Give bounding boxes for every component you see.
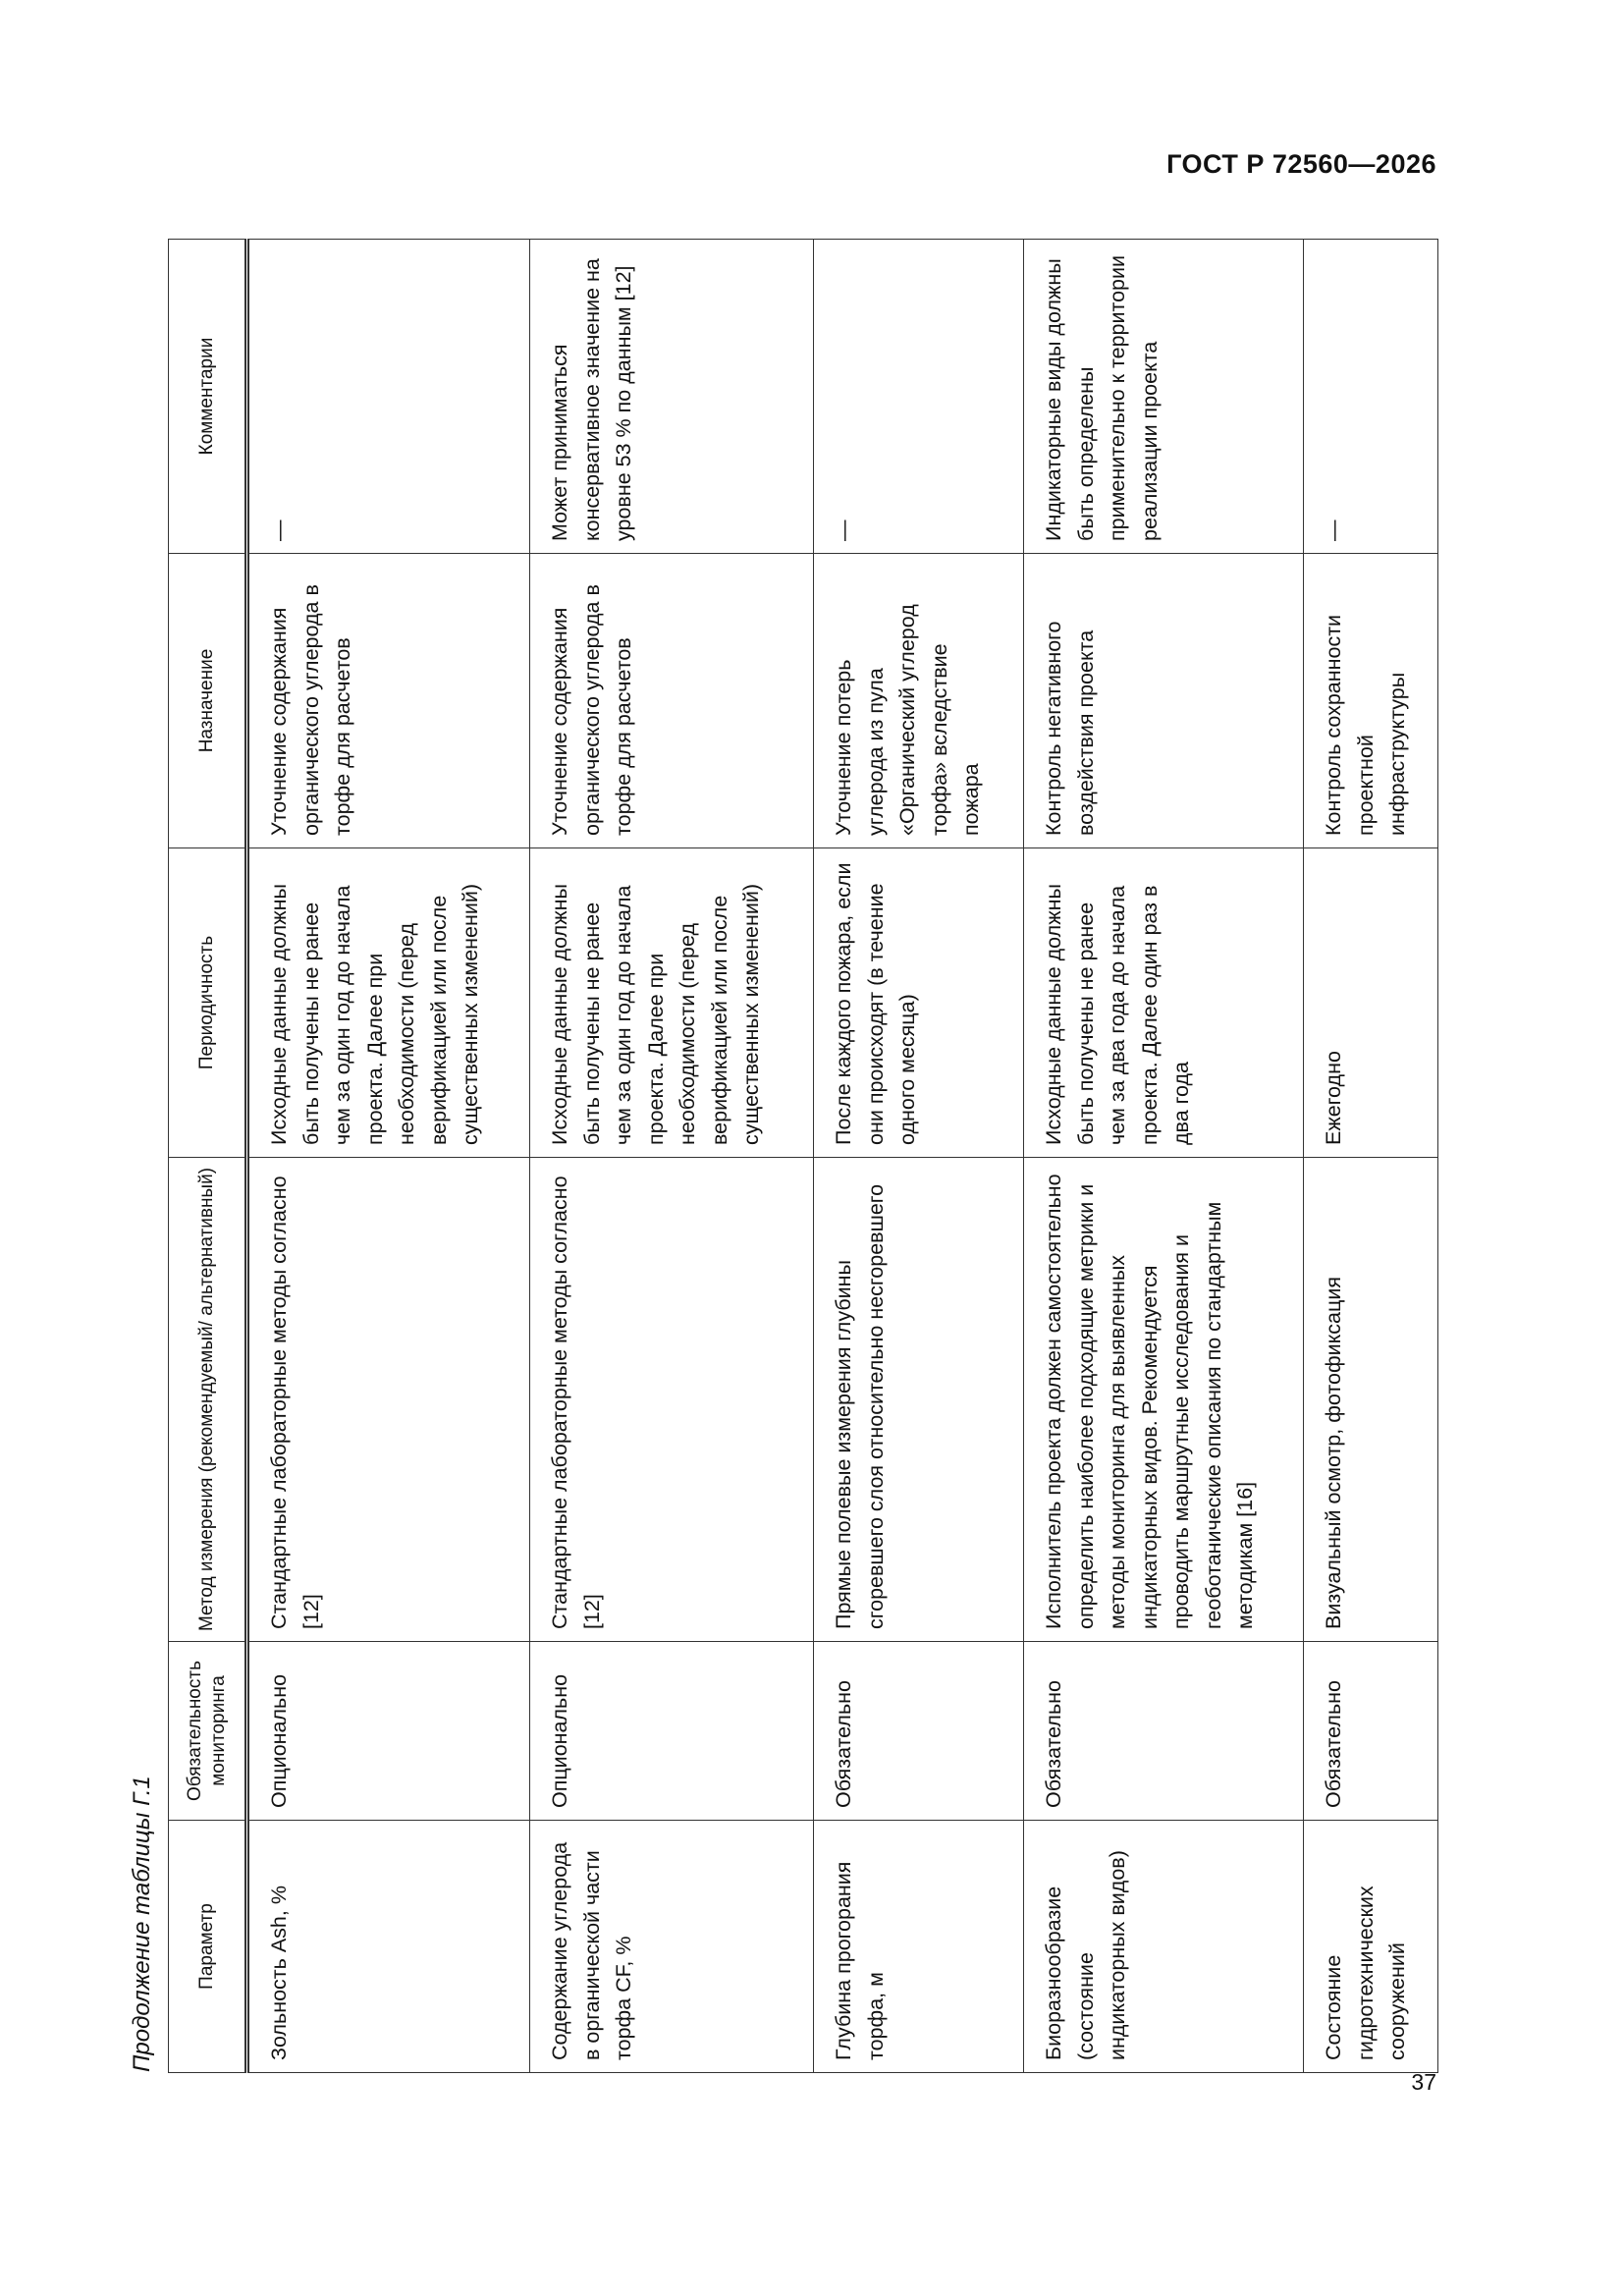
table-row xyxy=(1304,240,1438,2073)
table-continuation-label: Продолжение таблицы Г.1 xyxy=(129,1776,155,2072)
cell-periodicity: Ежегодно xyxy=(1304,848,1438,1158)
cell-parameter: Зольность Ash, % xyxy=(247,1821,530,2073)
cell-obligation: Опционально xyxy=(247,1642,530,1821)
cell-periodicity: Исходные данные должны быть получены не ранее чем за один год до начала проекта. Далее при необходимости (перед верификацией или после существенных изменений) xyxy=(247,848,530,1158)
column-header-obligation: Обязательность мониторинга xyxy=(169,1642,247,1821)
cell-obligation: Опционально xyxy=(530,1642,814,1821)
cell-comments: — xyxy=(1304,240,1438,554)
cell-purpose: Контроль сохранности проектной инфраструктуры xyxy=(1304,554,1438,848)
cell-parameter: Глубина прогорания торфа, м xyxy=(814,1821,1024,2073)
cell-method: Стандартные лабораторные методы согласно [12] xyxy=(247,1158,530,1642)
cell-purpose: Уточнение содержания органического углерода в торфе для расчетов xyxy=(247,554,530,848)
table-row xyxy=(247,240,530,2073)
table-header-row xyxy=(169,240,247,2073)
rotated-table-block xyxy=(113,232,1438,2073)
cell-method: Визуальный осмотр, фотофиксация xyxy=(1304,1158,1438,1642)
table-row xyxy=(530,240,814,2073)
column-header-method: Метод измерения (рекомендуемый/ альтернативный) xyxy=(169,1158,247,1642)
table-row xyxy=(814,240,1024,2073)
cell-obligation: Обязательно xyxy=(1304,1642,1438,1821)
cell-periodicity: Исходные данные должны быть получены не ранее чем за один год до начала проекта. Далее при необходимости (перед верификацией или после существенных изменений) xyxy=(530,848,814,1158)
cell-purpose: Уточнение содержания органического углерода в торфе для расчетов xyxy=(530,554,814,848)
column-header-comments: Комментарии xyxy=(169,240,247,554)
cell-method: Прямые полевые измерения глубины сгоревшего слоя относительно несгоревшего xyxy=(814,1158,1024,1642)
monitoring-table xyxy=(168,239,1438,2073)
cell-comments: — xyxy=(814,240,1024,554)
document-number: ГОСТ Р 72560—2026 xyxy=(1166,149,1436,179)
cell-periodicity: Исходные данные должны быть получены не ранее чем за два года до начала проекта. Далее один раз в два года xyxy=(1024,848,1304,1158)
cell-parameter: Состояние гидротехнических сооружений xyxy=(1304,1821,1438,2073)
cell-obligation: Обязательно xyxy=(814,1642,1024,1821)
cell-obligation: Обязательно xyxy=(1024,1642,1304,1821)
cell-comments: Индикаторные виды должны быть определены применительно к территории реализации проекта xyxy=(1024,240,1304,554)
page-number: 37 xyxy=(1411,2069,1436,2095)
cell-method: Стандартные лабораторные методы согласно [12] xyxy=(530,1158,814,1642)
cell-periodicity: После каждого пожара, если они происходят (в течение одного месяца) xyxy=(814,848,1024,1158)
table-row xyxy=(1024,240,1304,2073)
cell-parameter: Содержание углерода в органической части торфа CF, % xyxy=(530,1821,814,2073)
column-header-purpose: Назначение xyxy=(169,554,247,848)
cell-purpose: Уточнение потерь углерода из пула «Органический углерод торфа» вследствие пожара xyxy=(814,554,1024,848)
column-header-parameter: Параметр xyxy=(169,1821,247,2073)
cell-method: Исполнитель проекта должен самостоятельно определить наиболее подходящие метрики и методы мониторинга для выявленных индикаторных видов. Рекомендуется проводить маршрутные исследования и геоботанические описания по стандартным методикам [16] xyxy=(1024,1158,1304,1642)
cell-parameter: Биоразнообразие (состояние индикаторных видов) xyxy=(1024,1821,1304,2073)
cell-comments: Может приниматься консервативное значение на уровне 53 % по данным [12] xyxy=(530,240,814,554)
cell-comments: — xyxy=(247,240,530,554)
column-header-periodicity: Периодичность xyxy=(169,848,247,1158)
cell-purpose: Контроль негативного воздействия проекта xyxy=(1024,554,1304,848)
